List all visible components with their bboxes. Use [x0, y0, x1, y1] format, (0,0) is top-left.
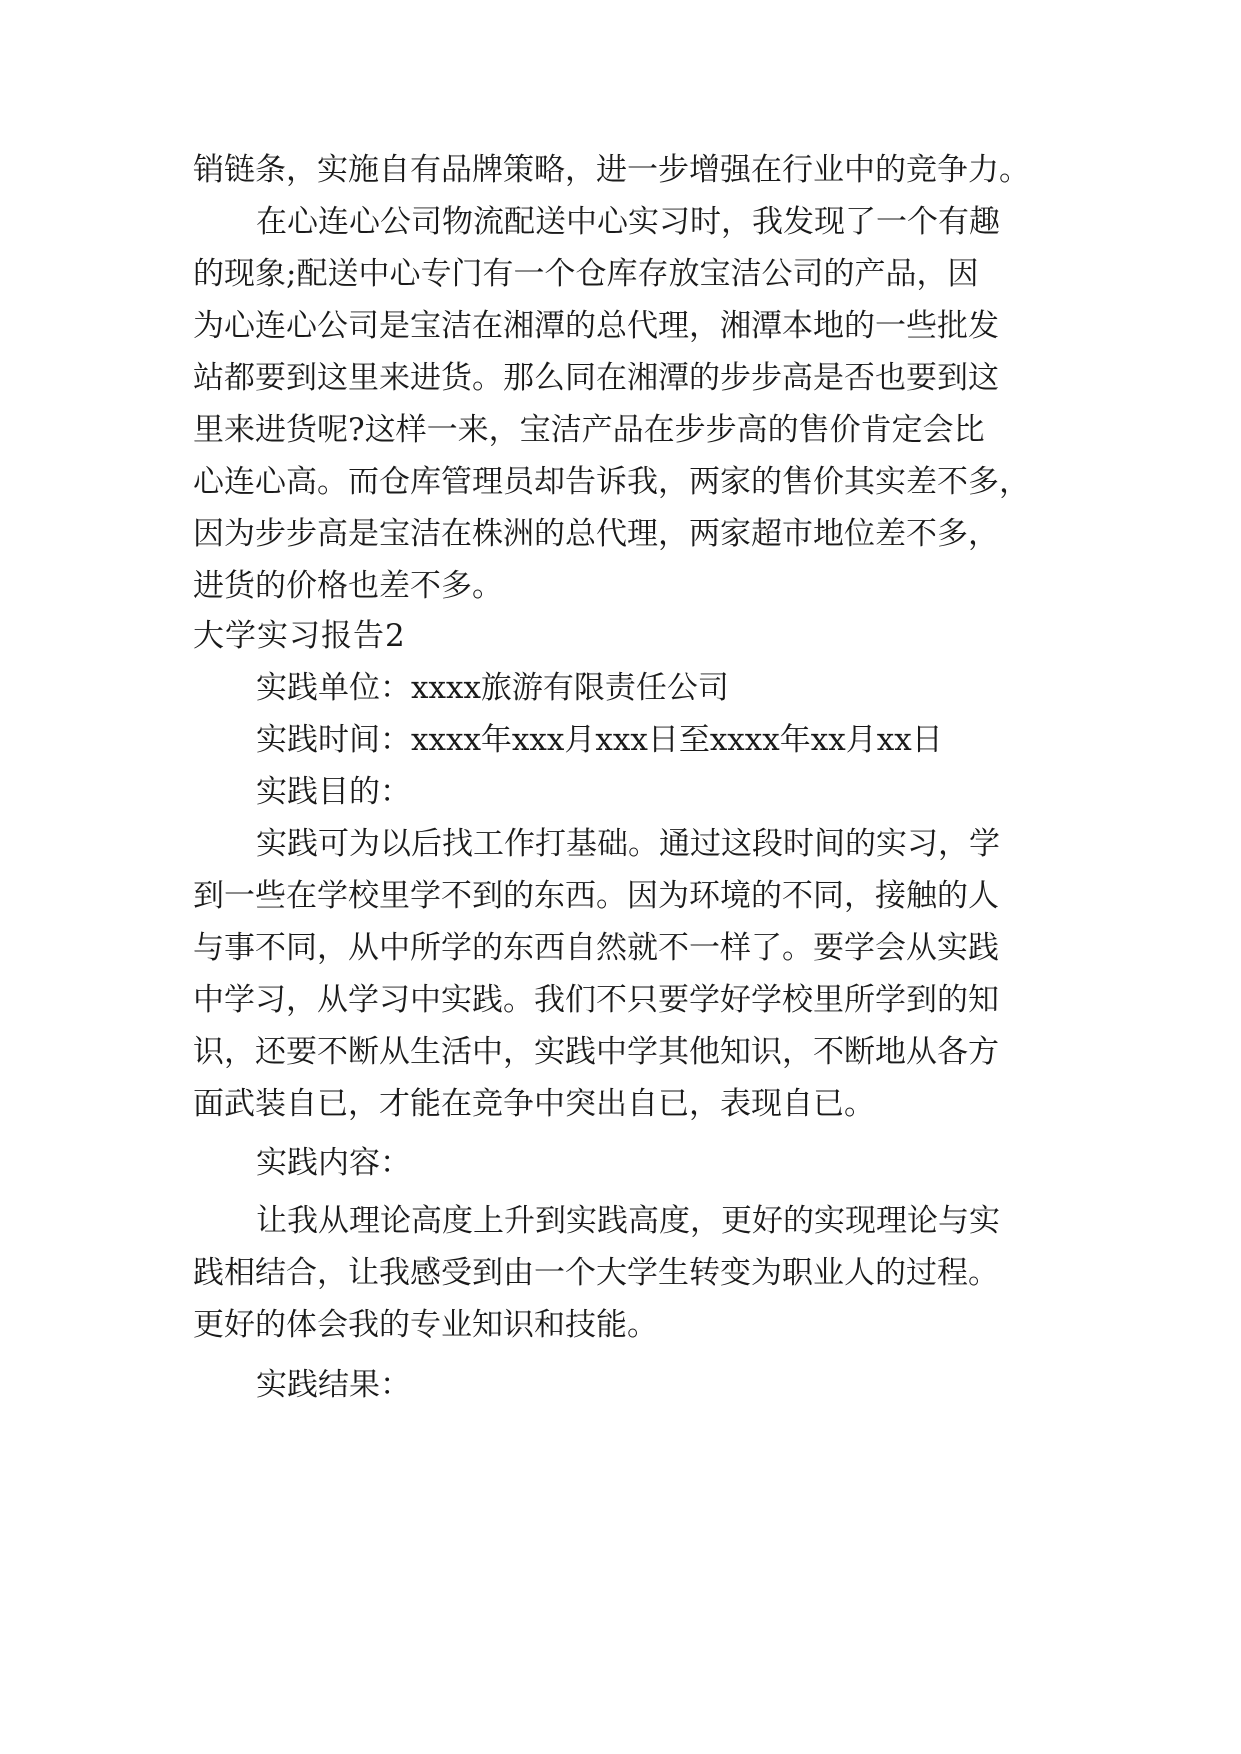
paragraph-line: 到一些在学校里学不到的东西。因为环境的不同，接触的人: [193, 878, 999, 914]
paragraph-line: 站都要到这里来进货。那么同在湘潭的步步高是否也要到这: [193, 360, 999, 396]
paragraph-line: 心连心高。而仓库管理员却告诉我，两家的售价其实差不多，: [193, 464, 1030, 500]
paragraph-line: 与事不同，从中所学的东西自然就不一样了。要学会从实践: [193, 930, 999, 966]
paragraph-line: 实践可为以后找工作打基础。通过这段时间的实习，学: [256, 826, 1000, 862]
section-title: 大学实习报告2: [193, 618, 406, 654]
paragraph-line: 面武装自已，才能在竞争中突出自已，表现自已。: [193, 1086, 875, 1122]
paragraph-line: 的现象;配送中心专门有一个仓库存放宝洁公司的产品，因: [193, 256, 979, 292]
paragraph-line: 在心连心公司物流配送中心实习时，我发现了一个有趣: [256, 204, 1000, 240]
paragraph-line: 让我从理论高度上升到实践高度，更好的实现理论与实: [256, 1203, 1000, 1239]
paragraph-line: 销链条，实施自有品牌策略，进一步增强在行业中的竞争力。: [193, 152, 1030, 188]
paragraph-line: 识，还要不断从生活中，实践中学其他知识，不断地从各方: [193, 1034, 999, 1070]
paragraph-line: 因为步步高是宝洁在株洲的总代理，两家超市地位差不多，: [193, 516, 999, 552]
paragraph-line: 进货的价格也差不多。: [193, 568, 503, 604]
paragraph-line: 中学习，从学习中实践。我们不只要学好学校里所学到的知: [193, 982, 999, 1018]
practice-unit: 实践单位：xxxx旅游有限责任公司: [256, 670, 729, 706]
practice-time: 实践时间：xxxx年xxx月xxx日至xxxx年xx月xx日: [256, 722, 943, 758]
result-label: 实践结果：: [256, 1367, 411, 1403]
paragraph-line: 践相结合，让我感受到由一个大学生转变为职业人的过程。: [193, 1255, 999, 1291]
paragraph-line: 更好的体会我的专业知识和技能。: [193, 1307, 658, 1343]
paragraph-line: 为心连心公司是宝洁在湘潭的总代理，湘潭本地的一些批发: [193, 308, 999, 344]
paragraph-line: 里来进货呢?这样一来，宝洁产品在步步高的售价肯定会比: [193, 412, 985, 448]
purpose-label: 实践目的：: [256, 774, 411, 810]
content-label: 实践内容：: [256, 1145, 411, 1181]
